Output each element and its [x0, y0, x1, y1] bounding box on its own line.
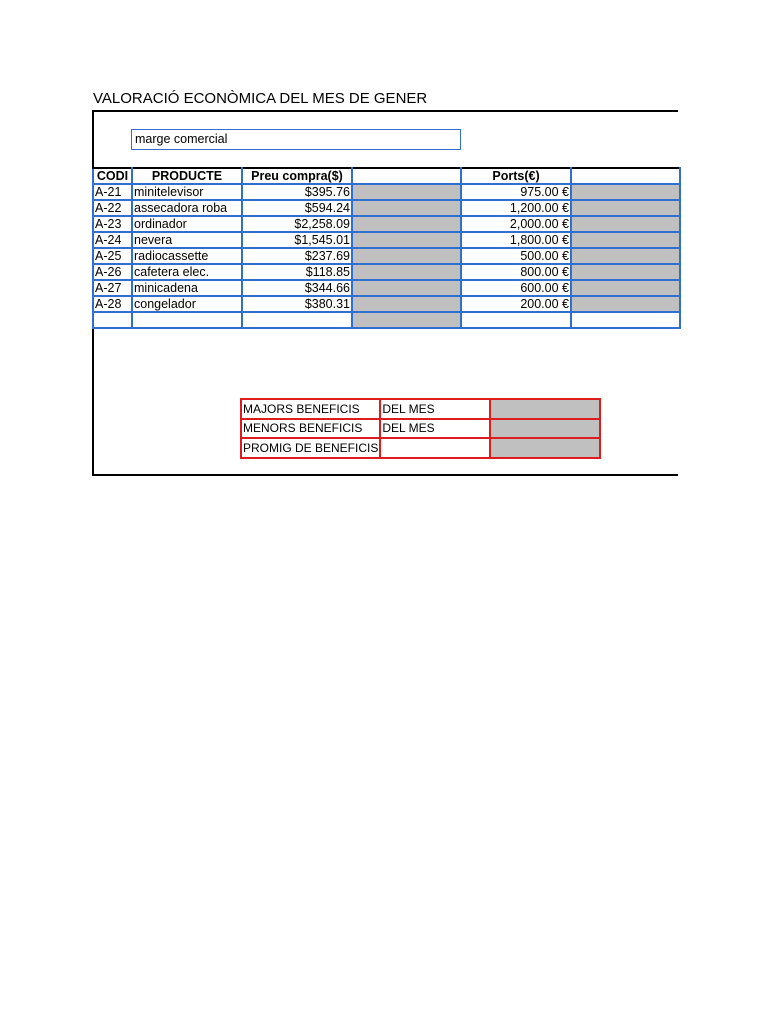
cell-ports[interactable]: 1,800.00 €	[461, 232, 571, 248]
cell-producte[interactable]: minicadena	[132, 280, 242, 296]
summary-value-menors[interactable]	[490, 419, 600, 439]
summary-label-menors[interactable]: MENORS BENEFICIS	[241, 419, 380, 439]
cell-preu-compra[interactable]: $1,545.01	[242, 232, 352, 248]
table-row	[93, 216, 680, 232]
calc-cell[interactable]	[352, 216, 461, 232]
table-cell[interactable]	[571, 312, 680, 328]
margin-commercial-cell[interactable]: marge comercial	[131, 129, 461, 150]
table-row	[93, 184, 680, 200]
summary-label-majors-cont[interactable]: DEL MES	[380, 399, 490, 419]
calc-cell[interactable]	[352, 232, 461, 248]
table-row	[93, 248, 680, 264]
table-cell[interactable]	[93, 312, 132, 328]
summary-value-majors[interactable]	[490, 399, 600, 419]
header-codi[interactable]: CODI	[93, 168, 132, 184]
table-row-empty	[93, 312, 680, 328]
calc-cell[interactable]	[571, 280, 680, 296]
calc-cell[interactable]	[571, 248, 680, 264]
table-cell[interactable]	[132, 312, 242, 328]
cell-producte[interactable]: radiocassette	[132, 248, 242, 264]
calc-cell[interactable]	[571, 184, 680, 200]
cell-preu-compra[interactable]: $237.69	[242, 248, 352, 264]
header-preu-compra[interactable]: Preu compra($)	[242, 168, 352, 184]
table-row	[93, 280, 680, 296]
cell-ports[interactable]: 600.00 €	[461, 280, 571, 296]
summary-table	[240, 398, 601, 459]
calc-cell[interactable]	[352, 200, 461, 216]
cell-ports[interactable]: 800.00 €	[461, 264, 571, 280]
calc-cell[interactable]	[352, 264, 461, 280]
cell-producte[interactable]: cafetera elec.	[132, 264, 242, 280]
summary-label-majors[interactable]: MAJORS BENEFICIS	[241, 399, 380, 419]
cell-codi[interactable]: A-27	[93, 280, 132, 296]
cell-producte[interactable]: ordinador	[132, 216, 242, 232]
header-blank-2[interactable]	[571, 168, 680, 184]
header-producte[interactable]: PRODUCTE	[132, 168, 242, 184]
cell-ports[interactable]: 1,200.00 €	[461, 200, 571, 216]
products-table	[92, 167, 681, 329]
summary-label-promig[interactable]: PROMIG DE BENEFICIS	[241, 438, 380, 458]
sheet-title: VALORACIÓ ECONÒMICA DEL MES DE GENER	[93, 90, 428, 107]
cell-codi[interactable]: A-28	[93, 296, 132, 312]
calc-cell[interactable]	[352, 296, 461, 312]
summary-row-menors	[241, 419, 600, 439]
cell-ports[interactable]: 500.00 €	[461, 248, 571, 264]
calc-cell[interactable]	[352, 280, 461, 296]
calc-cell[interactable]	[571, 296, 680, 312]
cell-preu-compra[interactable]: $594.24	[242, 200, 352, 216]
cell-preu-compra[interactable]: $118.85	[242, 264, 352, 280]
header-ports[interactable]: Ports(€)	[461, 168, 571, 184]
table-header-row	[93, 168, 680, 184]
calc-cell[interactable]	[571, 200, 680, 216]
calc-cell[interactable]	[571, 216, 680, 232]
cell-ports[interactable]: 2,000.00 €	[461, 216, 571, 232]
cell-codi[interactable]: A-26	[93, 264, 132, 280]
summary-label-menors-cont[interactable]: DEL MES	[380, 419, 490, 439]
summary-value-promig[interactable]	[490, 438, 600, 458]
table-body	[93, 184, 680, 312]
cell-preu-compra[interactable]: $2,258.09	[242, 216, 352, 232]
cell-codi[interactable]: A-22	[93, 200, 132, 216]
table-row	[93, 232, 680, 248]
cell-producte[interactable]: congelador	[132, 296, 242, 312]
table-row	[93, 200, 680, 216]
cell-preu-compra[interactable]: $395.76	[242, 184, 352, 200]
table-cell[interactable]	[242, 312, 352, 328]
table-row	[93, 296, 680, 312]
cell-producte[interactable]: minitelevisor	[132, 184, 242, 200]
cell-preu-compra[interactable]: $344.66	[242, 280, 352, 296]
table-row	[93, 264, 680, 280]
summary-row-promig	[241, 438, 600, 458]
calc-cell[interactable]	[352, 248, 461, 264]
cell-producte[interactable]: assecadora roba	[132, 200, 242, 216]
calc-cell[interactable]	[571, 264, 680, 280]
calc-cell[interactable]	[571, 232, 680, 248]
cell-preu-compra[interactable]: $380.31	[242, 296, 352, 312]
cell-codi[interactable]: A-24	[93, 232, 132, 248]
cell-codi[interactable]: A-25	[93, 248, 132, 264]
summary-label-promig-cont[interactable]	[380, 438, 490, 458]
calc-cell[interactable]	[352, 184, 461, 200]
cell-ports[interactable]: 200.00 €	[461, 296, 571, 312]
cell-codi[interactable]: A-23	[93, 216, 132, 232]
cell-producte[interactable]: nevera	[132, 232, 242, 248]
cell-ports[interactable]: 975.00 €	[461, 184, 571, 200]
cell-codi[interactable]: A-21	[93, 184, 132, 200]
calc-cell[interactable]	[352, 312, 461, 328]
summary-row-majors	[241, 399, 600, 419]
table-cell[interactable]	[461, 312, 571, 328]
header-blank-1[interactable]	[352, 168, 461, 184]
